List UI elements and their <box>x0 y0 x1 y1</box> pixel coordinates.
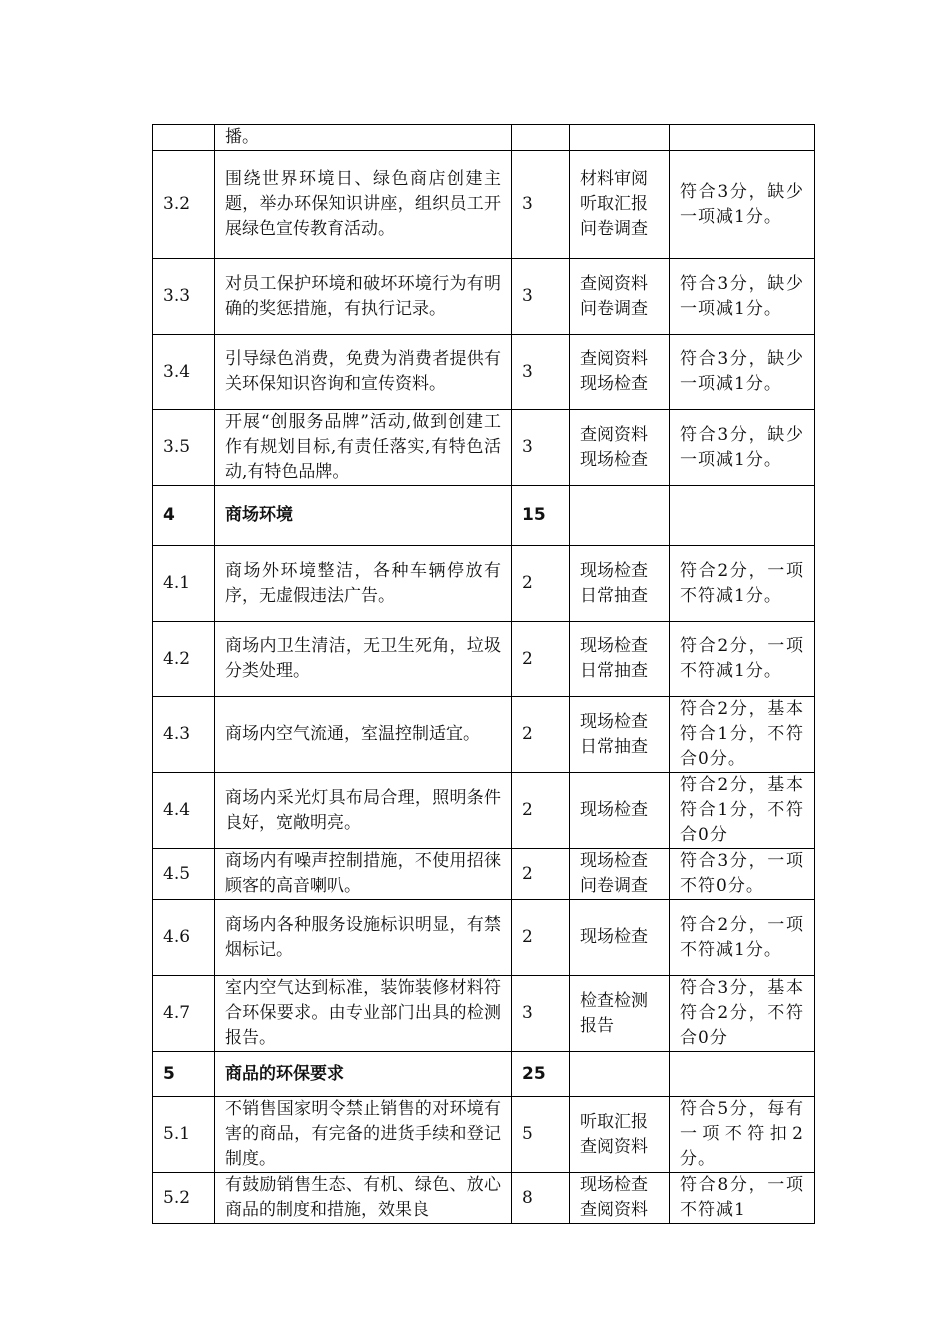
item-score: 2 <box>512 697 570 773</box>
item-method: 查阅资料 现场检查 <box>570 410 670 486</box>
item-score: 15 <box>512 486 570 546</box>
item-scoring-rule: 符合2分，基本符合1分，不符合0分 <box>670 773 815 849</box>
item-score: 2 <box>512 773 570 849</box>
item-method: 现场检查 查阅资料 <box>570 1173 670 1224</box>
item-number: 3.3 <box>153 259 215 335</box>
item-scoring-rule: 符合3分，缺少一项减1分。 <box>670 410 815 486</box>
scoring-table-body <box>153 125 815 1224</box>
item-score: 25 <box>512 1052 570 1097</box>
item-content: 围绕世界环境日、绿色商店创建主题，举办环保知识讲座，组织员工开展绿色宣传教育活动。 <box>215 151 512 259</box>
item-scoring-rule: 符合3分，缺少一项减1分。 <box>670 335 815 410</box>
item-scoring-rule: 符合3分，一项不符0分。 <box>670 849 815 900</box>
table-row <box>153 1097 815 1173</box>
item-scoring-rule <box>670 125 815 151</box>
item-content: 开展“创服务品牌”活动,做到创建工作有规划目标,有责任落实,有特色活动,有特色品牌。 <box>215 410 512 486</box>
item-number: 5.1 <box>153 1097 215 1173</box>
item-score: 3 <box>512 410 570 486</box>
table-row <box>153 125 815 151</box>
item-number: 4.6 <box>153 900 215 976</box>
item-score: 3 <box>512 335 570 410</box>
scoring-table <box>152 124 815 1224</box>
item-method: 现场检查 <box>570 900 670 976</box>
item-method <box>570 1052 670 1097</box>
item-scoring-rule: 符合8分，一项不符减1 <box>670 1173 815 1224</box>
item-number: 3.2 <box>153 151 215 259</box>
item-score: 8 <box>512 1173 570 1224</box>
table-row <box>153 410 815 486</box>
item-number: 4.3 <box>153 697 215 773</box>
item-content: 商场内空气流通，室温控制适宜。 <box>215 697 512 773</box>
item-method: 查阅资料 现场检查 <box>570 335 670 410</box>
table-row <box>153 773 815 849</box>
item-method: 现场检查 问卷调查 <box>570 849 670 900</box>
item-content: 商场环境 <box>215 486 512 546</box>
item-content: 室内空气达到标准，装饰装修材料符合环保要求。由专业部门出具的检测报告。 <box>215 976 512 1052</box>
item-scoring-rule: 符合3分，基本符合2分，不符合0分 <box>670 976 815 1052</box>
item-score: 5 <box>512 1097 570 1173</box>
item-content: 商场内卫生清洁，无卫生死角，垃圾分类处理。 <box>215 622 512 697</box>
table-row <box>153 151 815 259</box>
item-content: 商品的环保要求 <box>215 1052 512 1097</box>
item-scoring-rule: 符合5分，每有一项不符扣2分。 <box>670 1097 815 1173</box>
item-content: 商场内有噪声控制措施，不使用招徕顾客的高音喇叭。 <box>215 849 512 900</box>
item-method: 现场检查 <box>570 773 670 849</box>
item-method: 现场检查 日常抽查 <box>570 546 670 622</box>
section-row <box>153 486 815 546</box>
item-scoring-rule: 符合3分，缺少一项减1分。 <box>670 151 815 259</box>
item-number: 5 <box>153 1052 215 1097</box>
item-method: 现场检查 日常抽查 <box>570 697 670 773</box>
item-number: 4.1 <box>153 546 215 622</box>
table-row <box>153 900 815 976</box>
item-score: 3 <box>512 259 570 335</box>
item-content: 播。 <box>215 125 512 151</box>
section-row <box>153 1052 815 1097</box>
item-content: 商场外环境整洁，各种车辆停放有序，无虚假违法广告。 <box>215 546 512 622</box>
item-content: 商场内采光灯具布局合理，照明条件良好，宽敞明亮。 <box>215 773 512 849</box>
item-method: 听取汇报 查阅资料 <box>570 1097 670 1173</box>
item-method <box>570 486 670 546</box>
item-scoring-rule: 符合3分，缺少一项减1分。 <box>670 259 815 335</box>
item-method: 材料审阅 听取汇报 问卷调查 <box>570 151 670 259</box>
item-method: 查阅资料 问卷调查 <box>570 259 670 335</box>
item-scoring-rule: 符合2分，一项不符减1分。 <box>670 900 815 976</box>
item-number <box>153 125 215 151</box>
item-number: 4.2 <box>153 622 215 697</box>
item-scoring-rule <box>670 486 815 546</box>
table-row <box>153 622 815 697</box>
item-score: 2 <box>512 900 570 976</box>
item-content: 有鼓励销售生态、有机、绿色、放心商品的制度和措施，效果良 <box>215 1173 512 1224</box>
item-number: 4.7 <box>153 976 215 1052</box>
item-scoring-rule: 符合2分，基本符合1分，不符合0分。 <box>670 697 815 773</box>
item-number: 4.5 <box>153 849 215 900</box>
item-score: 2 <box>512 622 570 697</box>
item-score: 3 <box>512 151 570 259</box>
table-row <box>153 1173 815 1224</box>
item-score: 3 <box>512 976 570 1052</box>
item-number: 3.5 <box>153 410 215 486</box>
item-number: 5.2 <box>153 1173 215 1224</box>
item-method <box>570 125 670 151</box>
item-content: 引导绿色消费，免费为消费者提供有关环保知识咨询和宣传资料。 <box>215 335 512 410</box>
item-scoring-rule <box>670 1052 815 1097</box>
table-row <box>153 546 815 622</box>
item-score <box>512 125 570 151</box>
item-score: 2 <box>512 849 570 900</box>
item-content: 商场内各种服务设施标识明显，有禁烟标记。 <box>215 900 512 976</box>
item-score: 2 <box>512 546 570 622</box>
item-number: 4 <box>153 486 215 546</box>
table-row <box>153 849 815 900</box>
table-row <box>153 976 815 1052</box>
item-method: 现场检查 日常抽查 <box>570 622 670 697</box>
table-row <box>153 697 815 773</box>
table-row <box>153 259 815 335</box>
item-scoring-rule: 符合2分，一项不符减1分。 <box>670 622 815 697</box>
item-number: 3.4 <box>153 335 215 410</box>
item-content: 对员工保护环境和破坏环境行为有明确的奖惩措施，有执行记录。 <box>215 259 512 335</box>
item-scoring-rule: 符合2分，一项不符减1分。 <box>670 546 815 622</box>
item-method: 检查检测 报告 <box>570 976 670 1052</box>
item-number: 4.4 <box>153 773 215 849</box>
item-content: 不销售国家明令禁止销售的对环境有害的商品，有完备的进货手续和登记制度。 <box>215 1097 512 1173</box>
table-row <box>153 335 815 410</box>
